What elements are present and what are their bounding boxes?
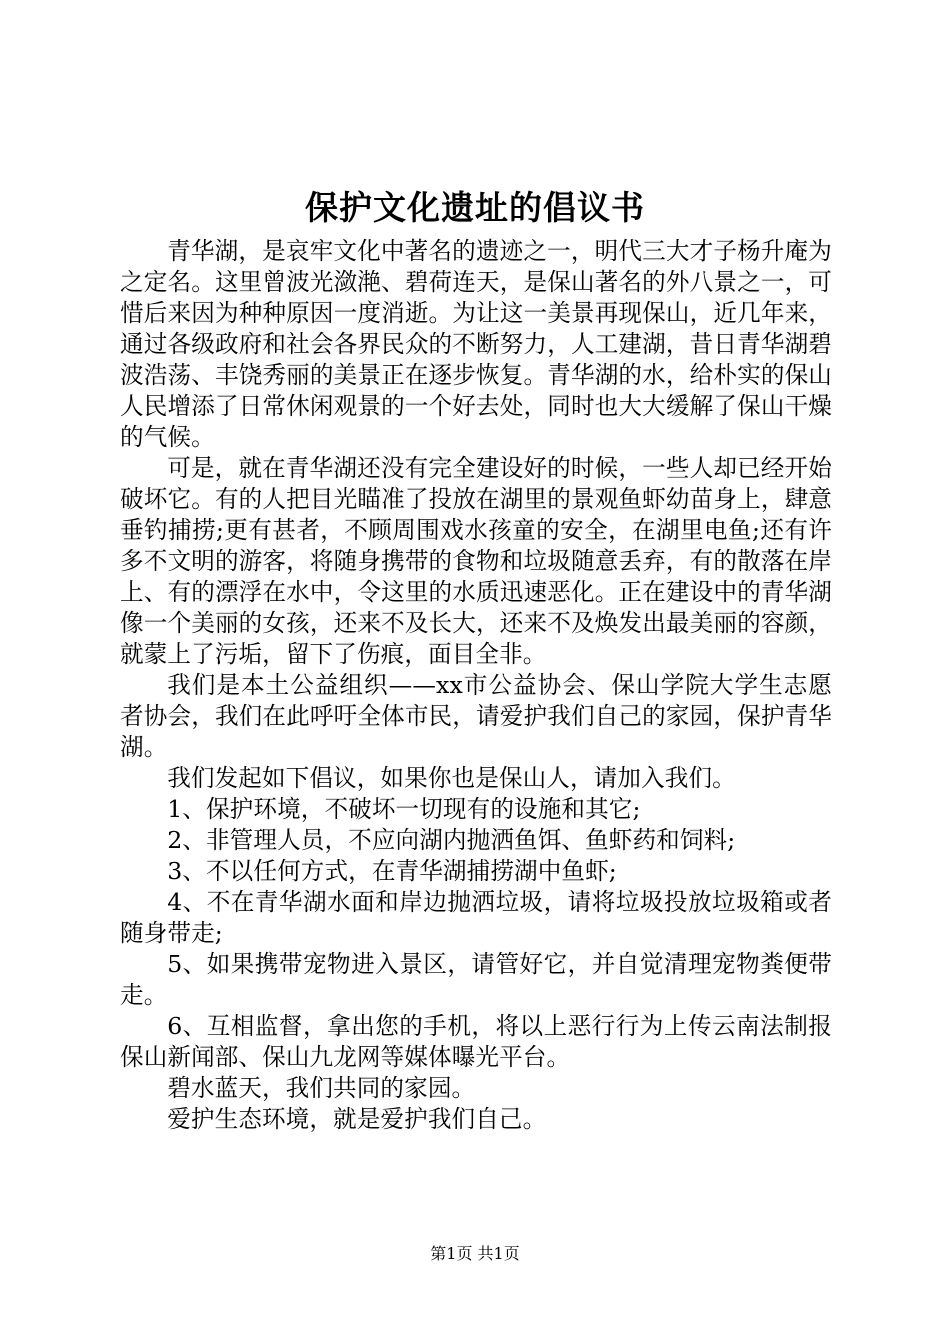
paragraph-damage: 可是，就在青华湖还没有完全建设好的时候，一些人却已经开始破坏它。有的人把目光瞄准了投放在湖里的景观鱼虾幼苗身上，肆意垂钓捕捞;更有甚者，不顾周围戏水孩童的安全，在湖里电鱼;还有许多不文明的游客，将随身携带的食物和垃圾随意丢弃，有的散落在岸上、有的漂浮在水中，令这里的水质迅速恶化。正在建设中的青华湖像一个美丽的女孩，还来不及长大，还来不及焕发出最美丽的容颜，就蒙上了污垢，留下了伤痕，面目全非。	[120, 454, 832, 668]
document-body	[120, 236, 832, 1135]
document-title: 保护文化遗址的倡议书	[305, 188, 645, 227]
proposal-item-6: 6、互相监督，拿出您的手机，将以上恶行行为上传云南法制报保山新闻部、保山九龙网等媒体曝光平台。	[120, 1012, 832, 1071]
closing-line-1: 碧水蓝天，我们共同的家园。	[167, 1074, 476, 1102]
page-footer: 第1页 共1页	[430, 1244, 520, 1263]
closing-line-2: 爱护生态环境，就是爱护我们自己。	[167, 1105, 547, 1133]
proposal-item-4: 4、不在青华湖水面和岸边抛洒垃圾，请将垃圾投放垃圾箱或者随身带走;	[120, 888, 832, 947]
paragraph-organizers: 我们是本土公益组织——xx市公益协会、保山学院大学生志愿者协会，我们在此呼吁全体市民，请爱护我们自己的家园，保护青华湖。	[120, 671, 832, 761]
proposal-item-1: 1、保护环境，不破坏一切现有的设施和其它;	[167, 795, 641, 823]
paragraph-intro: 青华湖，是哀牢文化中著名的遗迹之一，明代三大才子杨升庵为之定名。这里曾波光潋滟、碧荷连天，是保山著名的外八景之一，可惜后来因为种种原因一度消逝。为让这一美景再现保山，近几年来，通过各级政府和社会各界民众的不断努力，人工建湖，昔日青华湖碧波浩荡、丰饶秀丽的美景正在逐步恢复。青华湖的水，给朴实的保山人民增添了日常休闲观景的一个好去处，同时也大大缓解了保山干燥的气候。	[120, 237, 832, 451]
proposal-item-3: 3、不以任何方式，在青华湖捕捞湖中鱼虾;	[167, 857, 617, 885]
proposal-item-2: 2、非管理人员，不应向湖内抛洒鱼饵、鱼虾药和饲料;	[167, 826, 736, 854]
proposal-item-5: 5、如果携带宠物进入景区，请管好它，并自觉清理宠物粪便带走。	[120, 950, 832, 1009]
paragraph-call-to-action: 我们发起如下倡议，如果你也是保山人，请加入我们。	[167, 764, 736, 792]
